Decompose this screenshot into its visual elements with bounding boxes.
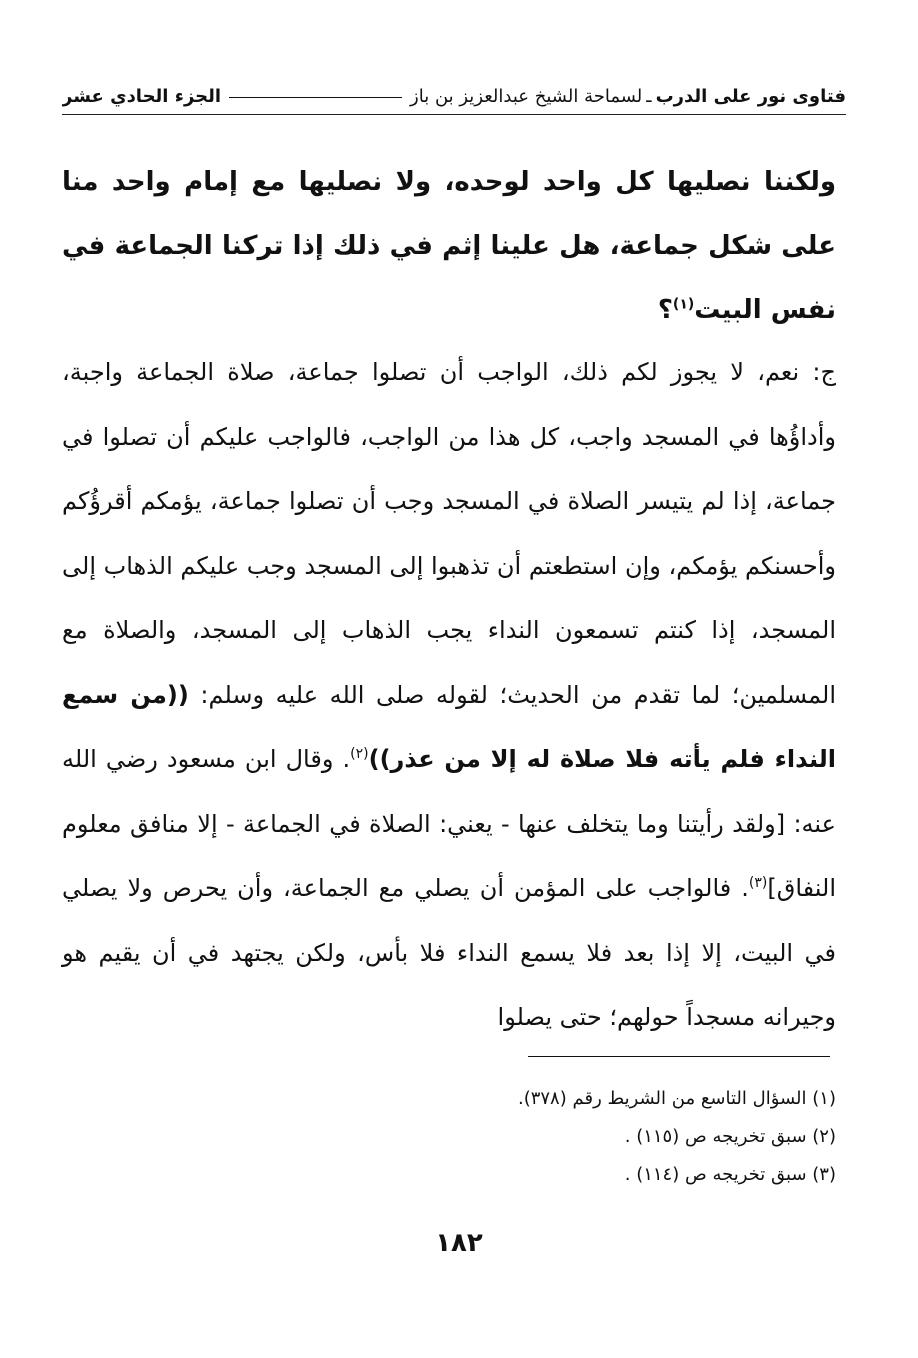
footnote-1: (١) السؤال التاسع من الشريط رقم (٣٧٨). [517, 1088, 836, 1109]
question-mark: ؟ [657, 295, 673, 325]
book-title: فتاوى نور على الدرب [655, 86, 846, 107]
footnote-ref-3[interactable]: (٣) [748, 875, 768, 891]
answer-text-part2: . وقال ابن مسعود رضي الله عنه: [ولقد رأيتنا وما يتخلف عنها - يعني: الصلاة في الجماعة - إلا منافق معلوم النفاق] [62, 745, 836, 902]
hadith-quote: ((من سمع النداء فلم يأته فلا صلاة له إلا من عذر)) [62, 680, 836, 773]
page-number: ١٨٢ [435, 1228, 483, 1258]
footnote-ref-1[interactable]: (١) [672, 296, 695, 313]
footnote-ref-2[interactable]: (٢) [350, 746, 369, 762]
question-text: ولكننا نصليها كل واحد لوحده، ولا نصليها مع إمام واحد منا على شكل جماعة، هل علينا إثم في ذلك إذا تركنا الجماعة في نفس البيت [62, 167, 836, 325]
header-separator: ـ [646, 86, 652, 107]
question-paragraph [62, 150, 836, 342]
answer-paragraph [62, 340, 836, 1050]
answer-text-part1: ج: نعم، لا يجوز لكم ذلك، الواجب أن تصلوا جماعة، صلاة الجماعة واجبة، وأداؤُها في المسجد واجب، كل هذا من الواجب، فالواجب عليكم أن تصلوا في جماعة، إذا لم يتيسر الصلاة في المسجد وجب أن تصلوا جماعة، يؤمكم أقرؤُكم وأحسنكم يؤمكم، وإن استطعتم أن تذهبوا إلى المسجد وجب عليكم الذهاب إلى المسجد، إذا كنتم تسمعون النداء يجب الذهاب إلى المسجد، والصلاة مع المسلمين؛ لما تقدم من الحديث؛ لقوله صلى الله عليه وسلم: [62, 358, 836, 709]
volume-label: الجزء الحادي عشر [62, 86, 222, 107]
footnotes [62, 1080, 836, 1194]
running-header [62, 80, 846, 115]
header-dash-line [229, 97, 402, 98]
footnote-3: (٣) سبق تخريجه ص (١١٤) . [624, 1164, 836, 1185]
footnote-2: (٢) سبق تخريجه ص (١١٥) . [624, 1126, 836, 1147]
answer-text-part3: . فالواجب على المؤمن أن يصلي مع الجماعة، وأن يحرص ولا يصلي في البيت، إلا إذا بعد فلا يسمع النداء فلا بأس، ولكن يجتهد في أن يقيم هو وجيرانه مسجداً حولهم؛ حتى يصلوا [62, 874, 836, 1031]
author-name: لسماحة الشيخ عبدالعزيز بن باز [410, 86, 643, 107]
footnote-divider [528, 1056, 830, 1057]
